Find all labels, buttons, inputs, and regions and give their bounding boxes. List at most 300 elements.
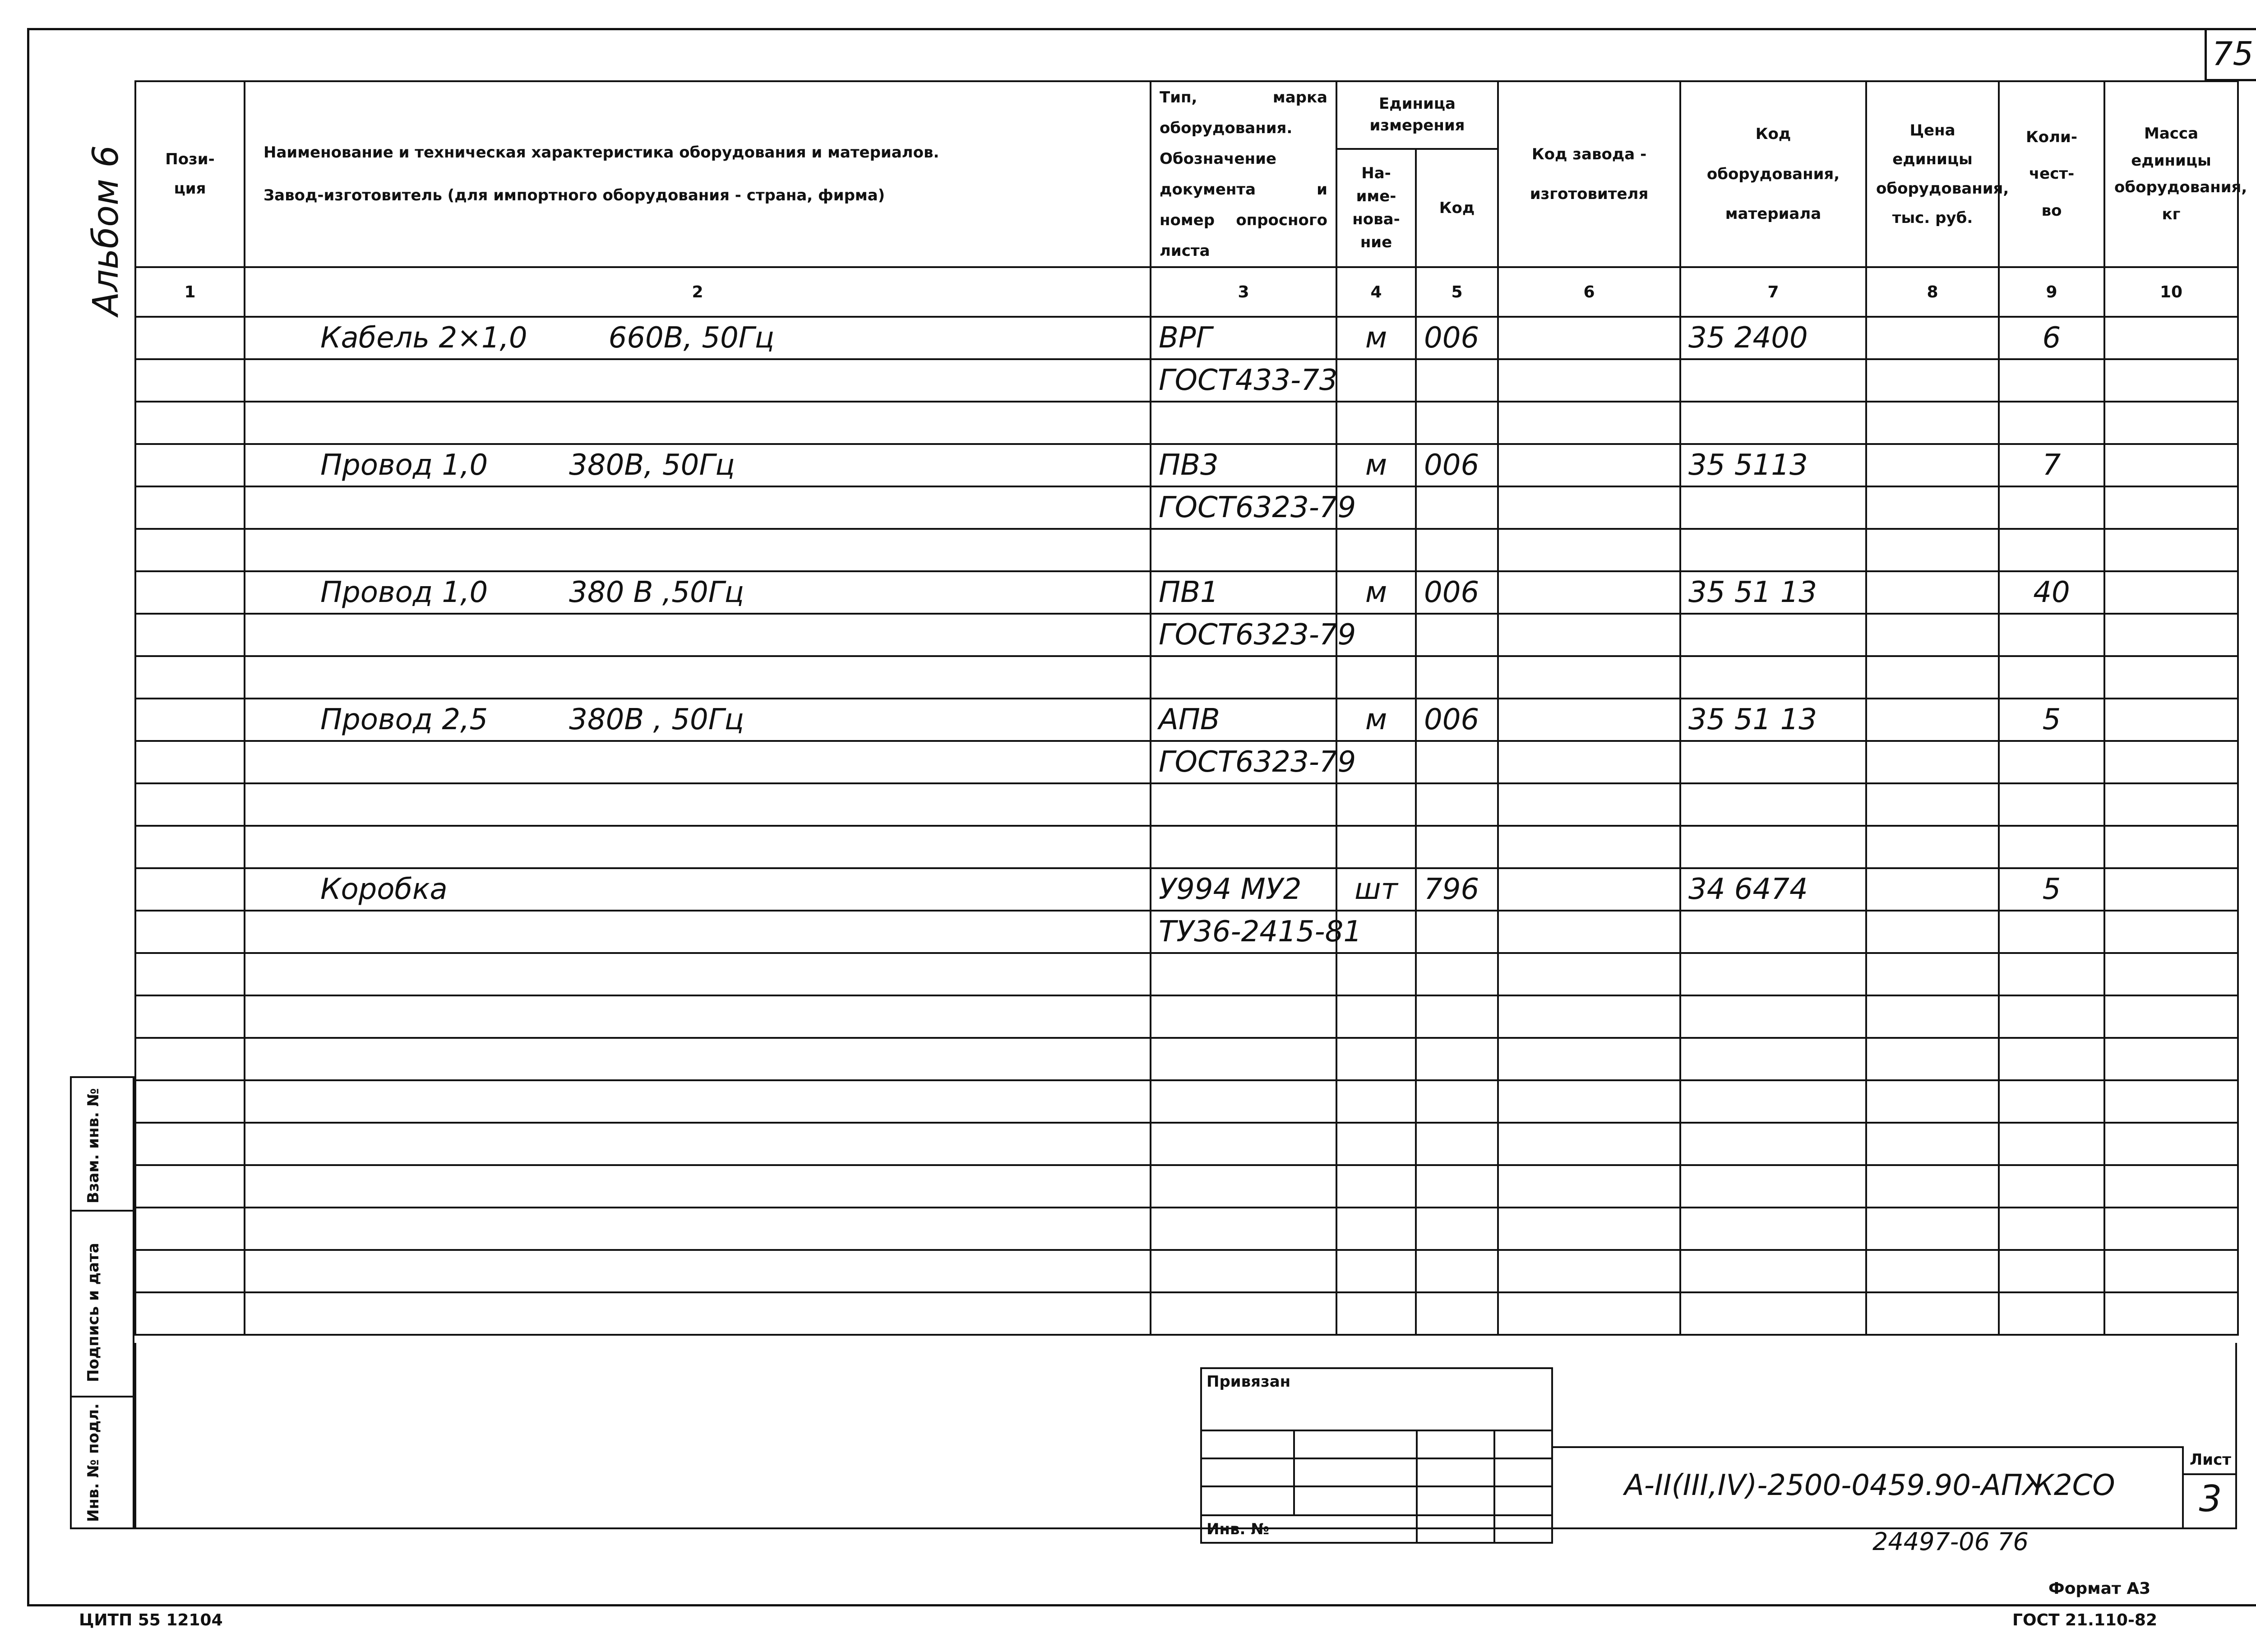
stamp-cell <box>1417 1430 1494 1458</box>
table-cell <box>1498 359 1680 402</box>
header-mass <box>2104 81 2247 267</box>
table-cell <box>1416 1123 1498 1165</box>
header-mass-text: Масса единицы оборудования, кг <box>2114 125 2247 223</box>
table-cell <box>1999 1208 2104 1250</box>
designation-rule <box>1551 1446 2183 1448</box>
table-row <box>135 1080 2238 1123</box>
table-row <box>135 1123 2238 1165</box>
stamp-cell <box>1294 1430 1417 1458</box>
cell-spec <box>320 1212 402 1245</box>
cell-qty: 6 <box>2042 321 2061 355</box>
table-cell <box>1151 1123 1336 1165</box>
stamp-cell <box>1417 1515 1494 1543</box>
table-row <box>135 826 2238 868</box>
stamp-cell <box>1417 1458 1494 1486</box>
table-cell <box>1416 529 1498 571</box>
table-cell <box>1416 783 1498 826</box>
list-number: 3 <box>2199 1478 2222 1520</box>
cell-name <box>253 915 320 949</box>
table-cell <box>1336 1038 1416 1080</box>
table-cell <box>1680 826 1866 868</box>
header-price-text: Цена единицы оборудования, тыс. руб. <box>1876 121 2009 227</box>
table-cell <box>1416 571 1498 614</box>
table-cell <box>245 359 1151 402</box>
table-cell <box>245 1123 1151 1165</box>
table-cell <box>1680 402 1866 444</box>
table-cell <box>1151 1165 1336 1208</box>
table-cell <box>1498 783 1680 826</box>
cell-unit: м <box>1365 321 1387 355</box>
table-cell <box>245 911 1151 953</box>
table-cell <box>1416 1038 1498 1080</box>
cell-type: ПВ3 <box>1159 449 1219 482</box>
table-cell <box>1151 359 1336 402</box>
table-cell <box>245 1208 1151 1250</box>
table-cell <box>1866 1038 1999 1080</box>
privyazan-label: Привязан <box>1207 1373 1291 1391</box>
stamp-cell <box>1494 1430 1552 1458</box>
sheet-page-number <box>2205 28 2256 81</box>
table-cell <box>1336 656 1416 699</box>
table-cell <box>1866 1208 1999 1250</box>
table-cell <box>1999 741 2104 783</box>
table-cell <box>135 953 245 995</box>
table-cell <box>1999 1292 2104 1335</box>
table-cell <box>2104 911 2238 953</box>
cell-qty: 7 <box>2042 449 2061 482</box>
table-cell <box>135 444 245 486</box>
table-cell <box>2104 317 2238 359</box>
table-cell <box>1151 571 1336 614</box>
table-cell <box>2104 402 2238 444</box>
list-box <box>2182 1446 2237 1529</box>
cell-name <box>253 1000 320 1033</box>
column-number: 5 <box>1416 267 1498 317</box>
table-row <box>135 1165 2238 1208</box>
table-cell <box>1680 699 1866 741</box>
header-unit-code-text: Код <box>1439 199 1475 217</box>
table-cell <box>1336 1123 1416 1165</box>
table-cell <box>1999 783 2104 826</box>
cell-unit: м <box>1365 449 1387 482</box>
table-cell <box>135 529 245 571</box>
table-cell <box>1336 1208 1416 1250</box>
album-label: Альбом 6 <box>86 145 126 316</box>
header-unit-group-text: Единица измерения <box>1369 95 1465 134</box>
stamp-cell <box>1417 1486 1494 1515</box>
table-cell <box>135 1038 245 1080</box>
table-cell <box>135 868 245 911</box>
cell-spec <box>320 491 402 524</box>
cell-spec: 380В, 50Гц <box>569 449 735 482</box>
inv-podl-cell <box>70 1396 134 1529</box>
table-cell <box>2104 486 2238 529</box>
table-cell <box>245 571 1151 614</box>
cell-unit-code: 006 <box>1424 703 1479 736</box>
table-cell <box>135 571 245 614</box>
cell-unit-code: 006 <box>1424 576 1479 609</box>
table-cell <box>135 656 245 699</box>
table-cell <box>1866 1080 1999 1123</box>
table-cell <box>245 402 1151 444</box>
table-cell <box>1416 1292 1498 1335</box>
header-factory-code <box>1498 81 1680 267</box>
table-cell <box>1416 826 1498 868</box>
stamp-cell <box>1201 1458 1294 1486</box>
table-row <box>135 317 2238 359</box>
table-cell <box>1151 699 1336 741</box>
table-cell <box>1680 1080 1866 1123</box>
cell-qty: 5 <box>2042 703 2061 736</box>
cell-spec <box>320 1170 402 1203</box>
table-cell <box>1999 1165 2104 1208</box>
column-number: 10 <box>2104 267 2238 317</box>
cell-spec <box>320 364 402 397</box>
column-number: 7 <box>1680 267 1866 317</box>
table-cell <box>2104 783 2238 826</box>
table-cell <box>1999 614 2104 656</box>
cell-spec <box>320 533 402 567</box>
table-cell <box>1416 1080 1498 1123</box>
table-cell <box>1999 826 2104 868</box>
table-cell <box>1866 1292 1999 1335</box>
header-unit-name-text: На- име- нова- ние <box>1352 164 1400 251</box>
table-cell <box>245 614 1151 656</box>
table-row <box>135 995 2238 1038</box>
cell-qty: 40 <box>2033 576 2070 609</box>
stamp-cell <box>1494 1486 1552 1515</box>
table-cell <box>245 826 1151 868</box>
inv-podl-label: Инв. № подл. <box>84 1403 102 1522</box>
header-name <box>245 81 1151 267</box>
table-row <box>135 868 2238 911</box>
table-cell <box>1151 486 1356 529</box>
cell-name: Коробка <box>320 873 448 906</box>
table-cell <box>1151 783 1336 826</box>
table-cell <box>1151 868 1336 911</box>
table-cell <box>1498 529 1680 571</box>
table-cell <box>1680 656 1866 699</box>
table-cell <box>1999 911 2104 953</box>
table-cell <box>1866 571 1999 614</box>
table-cell <box>2104 614 2238 656</box>
header-price <box>1866 81 2009 267</box>
table-cell <box>2104 699 2238 741</box>
table-cell <box>1336 359 1416 402</box>
cell-spec <box>320 1254 402 1288</box>
table-cell <box>1680 317 1866 359</box>
table-cell <box>1498 486 1680 529</box>
table-cell <box>1680 741 1866 783</box>
table-cell <box>1416 614 1498 656</box>
column-number: 2 <box>245 267 1151 317</box>
table-cell <box>1999 444 2104 486</box>
table-cell <box>1498 741 1680 783</box>
table-cell <box>1999 359 2104 402</box>
cell-name: Провод 1,0 <box>320 576 488 609</box>
column-number: 4 <box>1336 267 1416 317</box>
table-cell <box>1866 359 1999 402</box>
table-row <box>135 444 2238 486</box>
cell-name <box>253 1170 320 1203</box>
inv-no-cell <box>1201 1515 1417 1543</box>
table-cell <box>1866 783 1999 826</box>
table-cell <box>135 995 245 1038</box>
table-cell <box>1336 1292 1416 1335</box>
table-cell <box>2104 529 2238 571</box>
table-cell <box>135 317 245 359</box>
cell-spec <box>320 830 402 864</box>
table-cell <box>1498 1123 1680 1165</box>
table-cell <box>1680 359 1866 402</box>
cell-spec <box>320 958 402 991</box>
cell-spec: 380 В ,50Гц <box>569 576 744 609</box>
table-cell <box>1416 995 1498 1038</box>
header-unit-name <box>1336 149 1416 267</box>
table-cell <box>2104 1165 2238 1208</box>
table-cell <box>135 741 245 783</box>
publisher-label: ЦИТП 55 12104 <box>79 1611 223 1629</box>
table-cell <box>1680 444 1866 486</box>
table-cell <box>2104 1250 2238 1292</box>
table-cell <box>1151 1250 1336 1292</box>
table-cell <box>1416 402 1498 444</box>
table-cell <box>1866 402 1999 444</box>
cell-material-code: 35 5113 <box>1688 449 1808 482</box>
table-cell <box>1336 868 1416 911</box>
table-cell <box>245 1250 1151 1292</box>
specification-rows <box>135 317 2238 1335</box>
cell-type: АПВ <box>1159 703 1220 736</box>
table-cell <box>1498 953 1680 995</box>
table-cell <box>1680 571 1866 614</box>
table-cell <box>1999 571 2104 614</box>
table-cell <box>1498 1165 1680 1208</box>
table-cell <box>135 1123 245 1165</box>
cell-type: ПВ1 <box>1159 576 1219 609</box>
table-row <box>135 1292 2238 1335</box>
cell-spec: 660В, 50Гц <box>608 321 774 355</box>
table-cell <box>2104 656 2238 699</box>
table-cell <box>1336 783 1416 826</box>
cell-name <box>253 618 320 652</box>
table-cell <box>245 783 1151 826</box>
table-cell <box>135 1208 245 1250</box>
table-cell <box>135 614 245 656</box>
cell-spec <box>448 873 529 906</box>
table-cell <box>1866 953 1999 995</box>
table-cell <box>1336 1250 1416 1292</box>
cell-spec <box>320 618 402 652</box>
cell-name <box>253 661 320 694</box>
table-cell <box>1416 741 1498 783</box>
table-cell <box>1151 1208 1336 1250</box>
header-quantity-text: Коли- чест- во <box>2026 128 2077 220</box>
table-cell <box>1498 571 1680 614</box>
table-cell <box>1416 317 1498 359</box>
table-row <box>135 1208 2238 1250</box>
table-cell <box>1999 656 2104 699</box>
cell-spec <box>320 788 402 821</box>
table-cell <box>1498 868 1680 911</box>
table-cell <box>2104 995 2238 1038</box>
table-cell <box>245 699 1151 741</box>
cell-type: ГОСТ6323-79 <box>1159 618 1356 652</box>
table-cell <box>1498 656 1680 699</box>
table-cell <box>1866 741 1999 783</box>
cell-spec <box>320 661 402 694</box>
table-cell <box>1999 868 2104 911</box>
header-unit-code <box>1416 149 1498 267</box>
table-row <box>135 486 2238 529</box>
table-cell <box>245 486 1151 529</box>
table-cell <box>1680 868 1866 911</box>
cell-spec: 380В , 50Гц <box>569 703 744 736</box>
cell-material-code: 35 2400 <box>1688 321 1808 355</box>
cell-material-code: 34 6474 <box>1688 873 1808 906</box>
column-number: 1 <box>135 267 245 317</box>
table-cell <box>1999 317 2104 359</box>
table-cell <box>1680 995 1866 1038</box>
vzam-inv-cell <box>70 1076 134 1212</box>
table-cell <box>1336 444 1416 486</box>
cell-name <box>253 1297 320 1330</box>
table-cell <box>1866 444 1999 486</box>
table-row <box>135 741 2238 783</box>
table-cell <box>1151 1292 1336 1335</box>
cell-name <box>253 1254 320 1288</box>
table-cell <box>2104 444 2238 486</box>
table-cell <box>245 953 1151 995</box>
table-row <box>135 699 2238 741</box>
format-label: Формат А3 <box>2048 1579 2151 1598</box>
header-unit-group <box>1336 81 1498 149</box>
table-cell <box>1866 529 1999 571</box>
table-cell <box>135 1080 245 1123</box>
table-cell <box>1151 444 1336 486</box>
table-cell <box>135 826 245 868</box>
table-row <box>135 953 2238 995</box>
cell-type: ВРГ <box>1159 321 1212 355</box>
table-cell <box>1999 953 2104 995</box>
cell-spec <box>320 1000 402 1033</box>
cell-unit-code: 006 <box>1424 321 1479 355</box>
table-row <box>135 783 2238 826</box>
table-cell <box>1498 317 1680 359</box>
table-cell <box>1999 1038 2104 1080</box>
table-cell <box>245 529 1151 571</box>
table-cell <box>1866 911 1999 953</box>
table-cell <box>1498 1080 1680 1123</box>
table-cell <box>1336 995 1416 1038</box>
table-cell <box>1416 868 1498 911</box>
cell-unit: м <box>1365 703 1387 736</box>
privyazan-stamp <box>1200 1367 1553 1544</box>
table-cell <box>1151 741 1356 783</box>
table-row <box>135 1250 2238 1292</box>
table-cell <box>1680 614 1866 656</box>
cell-spec <box>320 915 402 949</box>
table-cell <box>1151 614 1356 656</box>
table-cell <box>1416 656 1498 699</box>
header-name-line2: Завод-изготовитель (для импортного оборудования - страна, фирма) <box>264 186 885 204</box>
cell-name <box>253 406 320 440</box>
cell-unit-code: 006 <box>1424 449 1479 482</box>
stamp-cell <box>1294 1458 1417 1486</box>
table-cell <box>1999 1080 2104 1123</box>
header-name-line1: Наименование и техническая характеристика оборудования и материалов. <box>264 143 939 162</box>
table-cell <box>1680 1038 1866 1080</box>
table-cell <box>1999 699 2104 741</box>
table-cell <box>1680 1165 1866 1208</box>
header-material-code-text: Код оборудования, материала <box>1706 125 1840 223</box>
table-cell <box>1416 486 1498 529</box>
table-cell <box>1680 1208 1866 1250</box>
cell-qty: 5 <box>2042 873 2061 906</box>
table-cell <box>1336 571 1416 614</box>
table-row <box>135 911 2238 953</box>
stamp-cell <box>1294 1486 1417 1515</box>
cell-spec <box>320 406 402 440</box>
cell-unit: шт <box>1355 873 1398 906</box>
table-cell <box>1336 953 1416 995</box>
table-cell <box>1680 953 1866 995</box>
header-factory-code-text: Код завода - изготовителя <box>1530 145 1649 203</box>
cell-spec <box>320 1127 402 1161</box>
cell-name: Кабель 2×1,0 <box>320 321 527 355</box>
cell-name <box>253 1085 320 1118</box>
cell-name <box>253 364 320 397</box>
table-cell <box>1151 995 1336 1038</box>
table-cell <box>135 359 245 402</box>
privyazan-cell <box>1201 1368 1552 1430</box>
table-cell <box>2104 741 2238 783</box>
table-row <box>135 402 2238 444</box>
cell-type: ГОСТ6323-79 <box>1159 491 1356 524</box>
table-cell <box>1151 656 1336 699</box>
table-cell <box>1498 614 1680 656</box>
table-cell <box>1999 402 2104 444</box>
cell-type: У994 МУ2 <box>1159 873 1302 906</box>
table-cell <box>1498 995 1680 1038</box>
table-cell <box>245 317 1151 359</box>
table-cell <box>1336 1080 1416 1123</box>
table-cell <box>2104 868 2238 911</box>
table-cell <box>1866 1165 1999 1208</box>
table-cell <box>245 1038 1151 1080</box>
cell-type: ГОСТ433-73 <box>1159 364 1338 397</box>
cell-name <box>253 1042 320 1076</box>
table-cell <box>135 699 245 741</box>
table-cell <box>1416 1208 1498 1250</box>
table-cell <box>1866 317 1999 359</box>
table-cell <box>245 444 1151 486</box>
table-cell <box>1498 826 1680 868</box>
inv-no-label: Инв. № <box>1207 1520 1270 1538</box>
table-cell <box>2104 1038 2238 1080</box>
column-number-row <box>135 267 2238 317</box>
cell-spec <box>320 1085 402 1118</box>
cell-name <box>253 533 320 567</box>
table-cell <box>1151 1038 1336 1080</box>
table-cell <box>1866 486 1999 529</box>
table-cell <box>1416 953 1498 995</box>
header-position <box>135 81 245 267</box>
table-cell <box>245 1165 1151 1208</box>
cell-material-code: 35 51 13 <box>1688 703 1817 736</box>
table-cell <box>1498 1038 1680 1080</box>
table-cell <box>1151 1080 1336 1123</box>
